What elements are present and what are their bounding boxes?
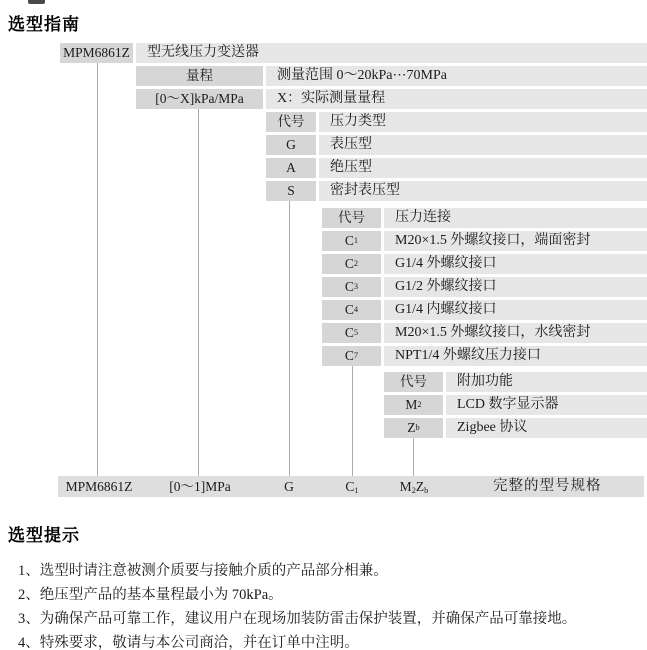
- addon-header-code-cell: 代号: [384, 372, 443, 392]
- model-desc-cell: 型无线压力变送器: [136, 43, 647, 63]
- example-order-row: [58, 476, 644, 497]
- range-header-code-cell: 量程: [136, 66, 263, 86]
- pressure-conn-desc-c2: G1/4 外螺纹接口: [384, 254, 647, 274]
- pressure-conn-code-c7: C 7: [322, 346, 381, 366]
- pressure-conn-desc-c4: G1/4 内螺纹接口: [384, 300, 647, 320]
- pressure-conn-desc-c5: M20×1.5 外螺纹接口，水线密封: [384, 323, 647, 343]
- model-code-cell: MPM6861Z: [60, 43, 133, 63]
- pressure-type-desc-s: 密封表压型: [319, 181, 647, 201]
- range-value-code-cell: [0～X]kPa/MPa: [136, 89, 263, 109]
- addon-code-m2: M 2: [384, 395, 443, 415]
- pressure-conn-desc-c3: G1/2 外螺纹接口: [384, 277, 647, 297]
- example-addons: $M_2Z_b$: [399, 479, 429, 496]
- tips-title: 选型提示: [8, 526, 80, 545]
- pressure-type-code-a: A: [266, 158, 316, 178]
- pressure-conn-code-c2: C 2: [322, 254, 381, 274]
- pressure-type-code-s: S: [266, 181, 316, 201]
- addon-desc-zb: Zigbee 协议: [446, 418, 647, 438]
- pressure-type-header-code-cell: 代号: [266, 112, 316, 132]
- example-label: 完整的型号规格: [493, 478, 602, 494]
- pressure-conn-code-c4: C 4: [322, 300, 381, 320]
- pressure-conn-header-desc-cell: 压力连接: [384, 208, 647, 228]
- pressure-type-desc-g: 表压型: [319, 135, 647, 155]
- addon-header-desc-cell: 附加功能: [446, 372, 647, 392]
- pressure-conn-header-code-cell: 代号: [322, 208, 381, 228]
- pressure-type-desc-a: 绝压型: [319, 158, 647, 178]
- addon-desc-m2: LCD 数字显示器: [446, 395, 647, 415]
- page-title: 选型指南: [8, 15, 80, 34]
- example-range: [0～1]MPa: [169, 479, 231, 494]
- example-type: G: [284, 479, 294, 494]
- connector-line-model: [97, 63, 98, 476]
- connector-line-type: [289, 201, 290, 476]
- pressure-conn-desc-c7: NPT1/4 外螺纹压力接口: [384, 346, 647, 366]
- addon-code-zb: Z b: [384, 418, 443, 438]
- example-connection: $C_1$: [345, 479, 359, 496]
- range-value-desc-cell: X：实际测量量程: [266, 89, 647, 109]
- tip-item-4: 4、特殊要求，敬请与本公司商洽，并在订单中注明。: [18, 635, 359, 650]
- range-header-desc-cell: 测量范围 0～20kPa⋯70MPa: [266, 66, 647, 86]
- pressure-conn-code-c1: C 1: [322, 231, 381, 251]
- scan-artifact: [28, 0, 45, 4]
- pressure-type-header-desc-cell: 压力类型: [319, 112, 647, 132]
- pressure-conn-desc-c1: M20×1.5 外螺纹接口，端面密封: [384, 231, 647, 251]
- connector-line-addons: [413, 438, 414, 476]
- connector-line-range: [198, 109, 199, 476]
- tip-item-1: 1、选型时请注意被测介质要与接触介质的产品部分相兼。: [18, 563, 388, 579]
- tip-item-2: 2、绝压型产品的基本量程最小为 70kPa。: [18, 587, 283, 603]
- connector-line-connection: [352, 366, 353, 476]
- example-model: MPM6861Z: [65, 479, 133, 494]
- pressure-conn-code-c5: C 5: [322, 323, 381, 343]
- pressure-type-code-g: G: [266, 135, 316, 155]
- pressure-conn-code-c3: C 3: [322, 277, 381, 297]
- tip-item-3: 3、为确保产品可靠工作，建议用户在现场加装防雷击保护装置，并确保产品可靠接地。: [18, 611, 577, 627]
